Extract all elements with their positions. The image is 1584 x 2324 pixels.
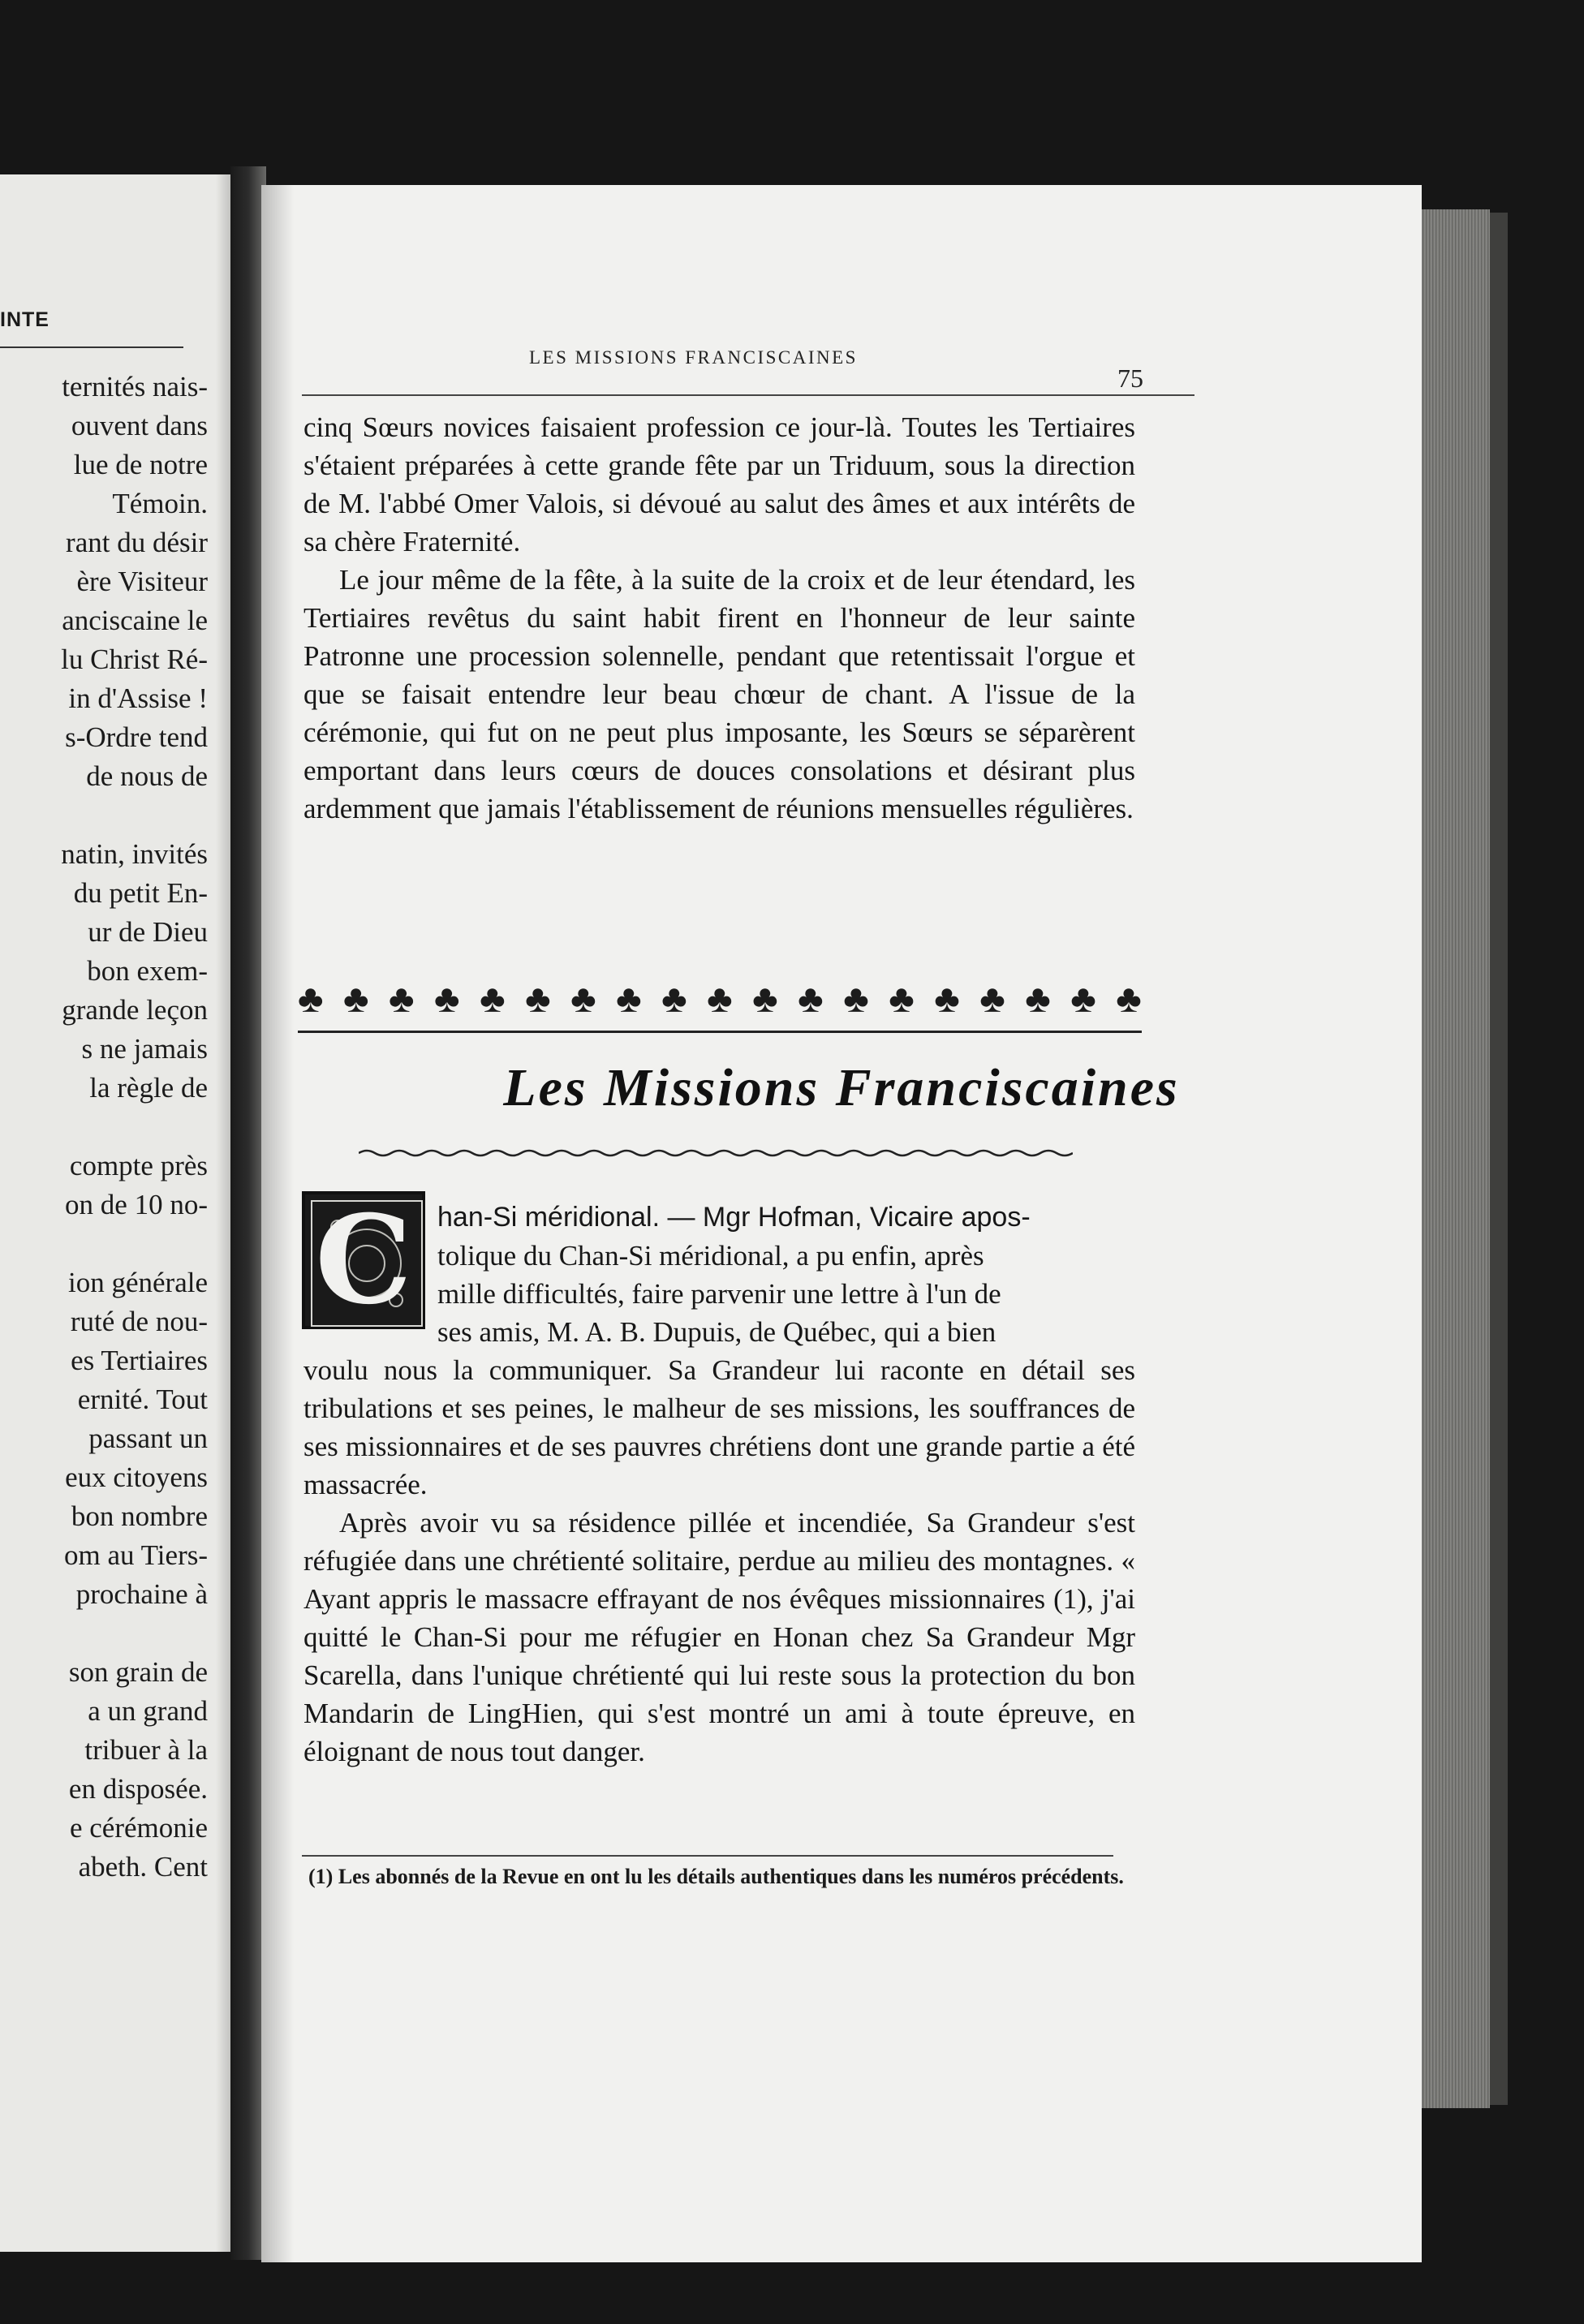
ornament-icon: ♣ [934, 978, 960, 1021]
ornament-icon: ♣ [343, 978, 369, 1021]
article-lead: han-Si méridional. — Mgr Hofman, Vicaire apos- [437, 1202, 1031, 1233]
article-line-2: tolique du Chan-Si méridional, a pu enfin, après [437, 1240, 984, 1272]
left-page-line: e cérémonie [69, 1812, 208, 1844]
left-page-line: s-Ordre tend [65, 721, 208, 753]
intro-paragraph-2: Le jour même de la fête, à la suite de la croix et de leur étendard, les Tertiaires revêtus du saint habit firent en l'honneur de leur sainte Patronne une procession solennelle, pendant que retentissait l'orgue et que se faisait entendre leur beau chœur de chant. A l'issue de la cérémonie, qui fut on ne peut plus imposante, les Sœurs se séparèrent emportant dans leurs cœurs de douces consolations et désirant plus ardemment que jamais l'établissement de réunions mensuelles régulières. [303, 564, 1135, 824]
left-page-line: abeth. Cent [78, 1851, 208, 1883]
left-page-line: s ne jamais [81, 1033, 208, 1065]
article-paragraph-2: Après avoir vu sa résidence pillée et incendiée, Sa Grandeur s'est réfugiée dans une chrétienté solitaire, perdue au milieu des montagnes. « Ayant appris le massacre effrayant de nos évêques missionnaires (1), j'ai quitté le Chan-Si pour me réfugier en Honan chez Sa Grandeur Mgr Scarella, dans l'unique chrétienté qui lui reste sous la protection du bon Mandarin de LingHien, qui s'est montré un ami à toute épreuve, en éloignant de nous tout danger. [303, 1507, 1135, 1767]
ornament-icon: ♣ [298, 978, 324, 1021]
running-head: LES MISSIONS FRANCISCAINES [529, 347, 858, 368]
head-rule [302, 394, 1194, 396]
left-page-line: ère Visiteur [76, 566, 208, 597]
ornament-rule [298, 1031, 1142, 1033]
left-page-line: de nous de [86, 760, 208, 792]
ornament-icon: ♣ [570, 978, 596, 1021]
article-text [303, 1189, 1135, 1771]
left-page-line: ernité. Tout [77, 1384, 208, 1415]
footnote [302, 1865, 1138, 1889]
left-page-line: tribuer à la [84, 1734, 208, 1766]
right-page [261, 185, 1422, 2262]
ornament-icon: ♣ [752, 978, 778, 1021]
section-title: Les Missions Franciscaines [503, 1058, 1180, 1117]
ornament-icon: ♣ [889, 978, 915, 1021]
intro-paragraph-1: cinq Sœurs novices faisaient profession ce jour-là. Toutes les Tertiaires s'étaient préparées à cette grande fête par un Triduum, sous la direction de M. l'abbé Omer Valois, si dévoué au salut des âmes et aux intérêts de sa chère Fraternité. [303, 411, 1135, 557]
left-page-line: bon nombre [71, 1500, 208, 1532]
footnote-rule [302, 1855, 1113, 1857]
left-page-line: es Tertiaires [71, 1345, 208, 1376]
ornament-icon: ♣ [389, 978, 415, 1021]
left-page-line: son grain de [68, 1656, 208, 1688]
page-edges [1410, 209, 1490, 2108]
left-page-line: ion générale [68, 1267, 208, 1298]
left-page-line: eux citoyens [65, 1461, 208, 1493]
left-page-line: en disposée. [68, 1773, 208, 1805]
ornament-icon: ♣ [1070, 978, 1096, 1021]
left-page-line: bon exem- [87, 955, 208, 987]
left-page-line: ur de Dieu [88, 916, 208, 948]
ornament-icon: ♣ [1025, 978, 1051, 1021]
left-page-line: ruté de nou- [70, 1306, 208, 1337]
left-page-line: om au Tiers- [64, 1539, 208, 1571]
left-page-line: ouvent dans [71, 410, 208, 441]
footnote-text: (1) Les abonnés de la Revue en ont lu les détails authentiques dans les numéros précédents. [308, 1865, 1124, 1888]
ornament-band [298, 980, 1142, 1019]
ornament-icon: ♣ [661, 978, 687, 1021]
ornament-icon: ♣ [707, 978, 733, 1021]
left-page-line: grande leçon [62, 994, 208, 1026]
intro-text [303, 408, 1135, 828]
book-cover-edge [1490, 213, 1508, 2105]
left-running-head: INTE [0, 308, 50, 331]
left-page-line: lu Christ Ré- [61, 643, 208, 675]
article-continuation: voulu nous la communiquer. Sa Grandeur lui raconte en détail ses tribulations et ses peines, le malheur de ses missions, les souffrances de ses missionnaires et de ses pauvres chrétiens dont une grande partie a été massacrée. [303, 1354, 1135, 1500]
drop-cap-letter: C [315, 1189, 412, 1332]
left-page-line: natin, invités [61, 838, 208, 870]
left-page-line: rant du désir [66, 527, 208, 558]
left-page-line: in d'Assise ! [68, 682, 208, 714]
left-page-line: lue de notre [73, 449, 208, 480]
ornament-icon: ♣ [798, 978, 824, 1021]
ornament-icon: ♣ [843, 978, 869, 1021]
ornament-icon: ♣ [979, 978, 1005, 1021]
left-head-rule [0, 346, 183, 348]
ornament-icon: ♣ [1116, 978, 1142, 1021]
left-page-line: la règle de [89, 1072, 208, 1104]
ornament-icon: ♣ [434, 978, 460, 1021]
ornament-icon: ♣ [616, 978, 642, 1021]
left-page-line: a un grand [88, 1695, 208, 1727]
article-line-1 [437, 1198, 1135, 1237]
left-page-line: Témoin. [112, 488, 208, 519]
ornament-icon: ♣ [480, 978, 506, 1021]
ornament-icon: ♣ [525, 978, 551, 1021]
left-page-line: ternités nais- [62, 371, 208, 402]
wavy-rule [359, 1147, 1073, 1160]
left-page-line: on de 10 no- [65, 1189, 208, 1220]
left-page-line: anciscaine le [62, 605, 208, 636]
article-line-4: ses amis, M. A. B. Dupuis, de Québec, qui a bien [437, 1316, 996, 1348]
left-page-line: passant un [88, 1422, 208, 1454]
left-page [0, 174, 240, 2252]
left-page-line: prochaine à [75, 1578, 208, 1610]
page-number: 75 [1117, 364, 1143, 393]
article-line-3: mille difficultés, faire parvenir une lettre à l'un de [437, 1278, 1001, 1310]
left-page-line: compte près [69, 1150, 208, 1181]
left-page-line: du petit En- [73, 877, 208, 909]
